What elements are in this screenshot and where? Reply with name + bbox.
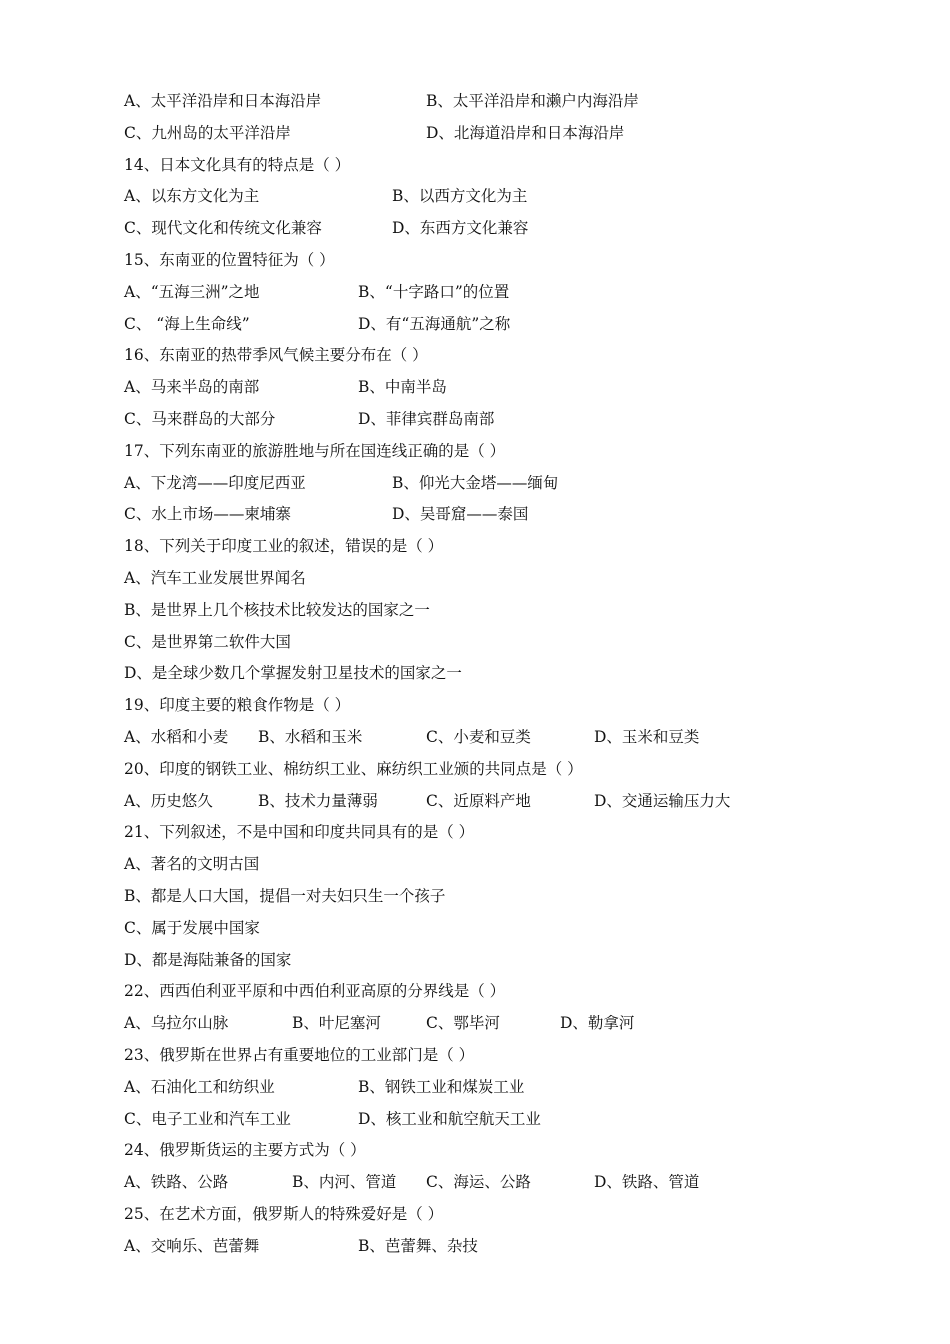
options-line (124, 277, 904, 309)
option-text: B、水稻和玉米 (258, 727, 363, 746)
options-line (124, 86, 904, 118)
options-line (124, 1008, 904, 1040)
options-line (124, 372, 904, 404)
text-line: B、都是人口大国，提倡一对夫妇只生一个孩子 (124, 886, 446, 905)
text-line: 20、印度的钢铁工业、棉纺织工业、麻纺织工业颁的共同点是（ ） (124, 759, 583, 778)
option-text: C、马来群岛的大部分 (124, 409, 276, 428)
option-text: D、吴哥窟——泰国 (392, 505, 529, 524)
text-line: 18、下列关于印度工业的叙述，错误的是（ ） (124, 537, 444, 556)
option-text: B、仰光大金塔——缅甸 (392, 473, 559, 492)
question-list (124, 86, 904, 1262)
option-text: C、小麦和豆类 (426, 727, 531, 746)
text-line: 22、西西伯利亚平原和中西伯利亚高原的分界线是（ ） (124, 982, 506, 1001)
option-text: D、铁路、管道 (594, 1173, 700, 1192)
option-text: C、电子工业和汽车工业 (124, 1109, 291, 1128)
option-text: B、钢铁工业和煤炭工业 (358, 1077, 525, 1096)
options-line (124, 404, 904, 436)
text-line: A、汽车工业发展世界闻名 (124, 568, 306, 587)
text-line: 17、下列东南亚的旅游胜地与所在国连线正确的是（ ） (124, 441, 506, 460)
option-text: B、叶尼塞河 (292, 1014, 381, 1033)
option-text: D、交通运输压力大 (594, 791, 731, 810)
option-text: A、以东方文化为主 (124, 187, 260, 206)
option-text: A、铁路、公路 (124, 1173, 229, 1192)
options-line (124, 786, 904, 818)
text-line: 19、印度主要的粮食作物是（ ） (124, 696, 351, 715)
text-line: 25、在艺术方面，俄罗斯人的特殊爱好是（ ） (124, 1204, 444, 1223)
option-text: A、交响乐、芭蕾舞 (124, 1236, 260, 1255)
options-line (124, 1231, 904, 1263)
options-line (124, 309, 904, 341)
text-line: 23、俄罗斯在世界占有重要地位的工业部门是（ ） (124, 1045, 475, 1064)
option-text: D、核工业和航空航天工业 (358, 1109, 541, 1128)
option-text: C、鄂毕河 (426, 1014, 500, 1033)
option-text: B、太平洋沿岸和濑户内海沿岸 (426, 92, 639, 110)
option-text: B、中南半岛 (358, 378, 447, 397)
text-line: C、属于发展中国家 (124, 918, 260, 937)
option-text: A、太平洋沿岸和日本海沿岸 (124, 92, 322, 110)
options-line (124, 1072, 904, 1104)
option-text: B、以西方文化为主 (392, 187, 528, 206)
option-text: C、现代文化和传统文化兼容 (124, 219, 322, 238)
option-text: D、勒拿河 (560, 1014, 635, 1033)
text-line: D、都是海陆兼备的国家 (124, 950, 292, 969)
option-text: D、菲律宾群岛南部 (358, 409, 495, 428)
option-text: D、玉米和豆类 (594, 727, 700, 746)
options-line (124, 213, 904, 245)
option-text: B、技术力量薄弱 (258, 791, 378, 810)
option-text: C、水上市场——柬埔寨 (124, 505, 291, 524)
options-line (124, 181, 904, 213)
option-text: C、九州岛的太平洋沿岸 (124, 123, 291, 142)
option-text: D、北海道沿岸和日本海沿岸 (426, 123, 625, 142)
option-text: C、 “海上生命线” (124, 314, 250, 333)
option-text: A、下龙湾——印度尼西亚 (124, 473, 306, 492)
text-line: 16、东南亚的热带季风气候主要分布在（ ） (124, 346, 428, 365)
option-text: C、海运、公路 (426, 1173, 531, 1192)
option-text: C、近原料产地 (426, 791, 531, 810)
text-line: 21、下列叙述，不是中国和印度共同具有的是（ ） (124, 823, 475, 842)
options-line (124, 722, 904, 754)
option-text: B、内河、管道 (292, 1173, 397, 1192)
options-line (124, 499, 904, 531)
text-line: 14、日本文化具有的特点是（ ） (124, 155, 351, 174)
options-line (124, 1167, 904, 1199)
options-line (124, 118, 904, 150)
options-line (124, 468, 904, 500)
text-line: B、是世界上几个核技术比较发达的国家之一 (124, 600, 430, 619)
text-line: C、是世界第二软件大国 (124, 632, 291, 651)
option-text: A、石油化工和纺织业 (124, 1077, 275, 1096)
option-text: A、历史悠久 (124, 791, 213, 810)
option-text: A、马来半岛的南部 (124, 378, 260, 397)
options-line (124, 1104, 904, 1136)
text-line: A、著名的文明古国 (124, 855, 260, 874)
option-text: B、芭蕾舞、杂技 (358, 1236, 478, 1255)
text-line: 15、东南亚的位置特征为（ ） (124, 250, 335, 269)
option-text: B、“十字路口”的位置 (358, 282, 510, 301)
option-text: A、“五海三洲”之地 (124, 282, 260, 301)
option-text: D、有“五海通航”之称 (358, 314, 511, 333)
option-text: A、乌拉尔山脉 (124, 1014, 229, 1033)
text-line: D、是全球少数几个掌握发射卫星技术的国家之一 (124, 664, 462, 683)
text-line: 24、俄罗斯货运的主要方式为（ ） (124, 1141, 366, 1160)
option-text: D、东西方文化兼容 (392, 219, 529, 238)
option-text: A、水稻和小麦 (124, 727, 229, 746)
